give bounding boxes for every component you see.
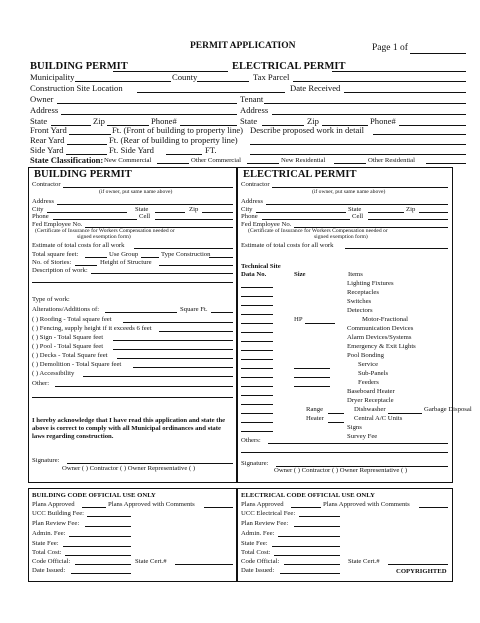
bo-plans-comments-field[interactable]: [204, 507, 233, 508]
b-if-owner-note: (if owner, put same name above): [99, 189, 173, 195]
address-label: Address: [30, 105, 59, 115]
e-lighting-item: Lighting Fixtures: [347, 280, 394, 287]
other-residential-label: Other Residential: [368, 156, 415, 164]
b-city-label: City: [32, 206, 44, 213]
e-switches-qty[interactable]: [241, 305, 273, 306]
page-number-label: Page 1 of: [372, 43, 408, 53]
b-roofing-option[interactable]: ( ) Roofing - Total square feet: [32, 316, 112, 323]
b-estimate-label: Estimate of total costs for all work: [32, 242, 125, 249]
date-received-label: Date Received: [290, 83, 341, 93]
b-contractor-field[interactable]: [63, 187, 233, 188]
date-received-field[interactable]: [344, 92, 466, 93]
e-hp-label: HP: [294, 316, 303, 323]
b-total-sqft-label: Total square feet:: [32, 251, 79, 258]
e-range-qty[interactable]: [241, 413, 273, 414]
b-stories-field[interactable]: [75, 265, 97, 266]
eo-admin-fee-label: Admin. Fee:: [241, 530, 275, 537]
b-phone-field[interactable]: [53, 219, 137, 220]
e-motor-qty[interactable]: [241, 323, 273, 324]
e-zip-field[interactable]: [419, 212, 448, 213]
front-yard-desc: Ft. (Front of building to property line): [112, 125, 244, 135]
e-heater-label: Heater: [306, 415, 324, 422]
side-yard-label: Side Yard: [30, 145, 64, 155]
e-detectors-qty[interactable]: [241, 314, 273, 315]
b-type-of-work-label: Type of work:: [32, 296, 70, 303]
e-data-no-header: Data No.: [241, 271, 267, 278]
b-address-label: Address: [32, 198, 54, 205]
b-cert-note-1: (Certificate of Insurance for Workers Compensation needed or: [35, 228, 175, 234]
municipality-label: Municipality: [30, 72, 75, 82]
bo-total-cost-label: Total Cost:: [32, 549, 62, 556]
e-technical-label: Technical Site: [241, 263, 281, 270]
e-emergency-qty[interactable]: [241, 350, 273, 351]
electrical-permit-section: [237, 167, 472, 483]
e-cert-note-1: (Certificate of Insurance for Workers Compensation needed or: [248, 228, 388, 234]
b-demolition-option[interactable]: ( ) Demolition - Total Square feet: [32, 361, 122, 368]
e-central-ac-item: Central A/C Units: [354, 415, 403, 422]
e-size-header: Size: [294, 271, 306, 278]
other-commercial-label: Other Commercial: [191, 156, 241, 164]
eo-plans-approved-field[interactable]: [291, 507, 321, 508]
e-cell-label: Cell: [352, 213, 364, 220]
e-others-field-1[interactable]: [268, 443, 448, 444]
b-ack-line-1: I hereby acknowledge that I have read this application and state the: [32, 417, 226, 424]
describe-work-field-2[interactable]: [250, 144, 466, 145]
new-residential-field[interactable]: [334, 163, 366, 164]
rear-yard-field[interactable]: [67, 144, 107, 145]
new-commercial-label: New Commercial: [104, 156, 152, 164]
b-height-field[interactable]: [159, 265, 233, 266]
describe-work-field-3[interactable]: [250, 154, 466, 155]
e-if-owner-note: (if owner, put same name above): [312, 189, 386, 195]
e-baseboard-item: Baseboard Heater: [347, 388, 395, 395]
b-city-field[interactable]: [47, 212, 127, 213]
b-description-field-2[interactable]: [32, 282, 233, 283]
b-ack-line-3: laws regarding construction.: [32, 433, 114, 440]
eo-title: ELECTRICAL CODE OFFICIAL USE ONLY: [241, 492, 375, 499]
e-feeders-size[interactable]: [294, 386, 330, 387]
e-alarm-item: Alarm Devices/Systems: [347, 334, 412, 341]
e-signs-item: Signs: [347, 424, 362, 431]
e-alarm-qty[interactable]: [241, 341, 273, 342]
bo-admin-fee-label: Admin. Fee:: [32, 530, 66, 537]
b-other-field-1[interactable]: [55, 386, 233, 387]
e-switches-item: Switches: [347, 298, 372, 305]
new-commercial-field[interactable]: [157, 163, 189, 164]
e-emergency-item: Emergency & Exit Lights: [347, 343, 416, 350]
e-phone-field[interactable]: [262, 219, 350, 220]
b-zip-label: Zip: [189, 206, 199, 213]
zip-label: Zip: [93, 116, 105, 126]
construction-site-field[interactable]: [137, 92, 285, 93]
bo-plans-comments-label: Plans Approved with Comments: [108, 501, 195, 508]
eo-state-cert-field[interactable]: [388, 564, 448, 565]
b-decks-field[interactable]: [117, 358, 233, 359]
bo-plan-review-label: Plan Review Fee:: [32, 520, 80, 527]
bo-code-official-label: Code Official:: [32, 558, 71, 565]
county-label: County: [172, 72, 198, 82]
eo-state-cert-label: State Cert.#: [348, 558, 380, 565]
e-city-label: City: [241, 206, 253, 213]
b-address-field[interactable]: [57, 204, 233, 205]
eo-date-issued-field[interactable]: [280, 573, 340, 574]
b-alterations-field[interactable]: [105, 312, 177, 313]
b-demolition-field[interactable]: [133, 367, 233, 368]
b-state-field[interactable]: [155, 212, 185, 213]
e-survey-fee-item: Survey Fee: [347, 433, 378, 440]
e-owner-role-options[interactable]: Owner ( ) Contractor ( ) Owner Representative ( ): [274, 467, 408, 474]
bo-date-issued-field[interactable]: [71, 573, 131, 574]
tenant-address-label: Address: [240, 105, 269, 115]
e-receptacles-qty[interactable]: [241, 296, 273, 297]
b-type-construction-label: Type Construction: [161, 251, 211, 258]
tenant-field[interactable]: [264, 103, 466, 104]
e-motor-item: Motor-Fractional: [362, 316, 408, 323]
e-estimate-label: Estimate of total costs for all work: [241, 242, 334, 249]
eo-plan-review-field[interactable]: [294, 526, 340, 527]
bo-state-cert-label: State Cert.#: [135, 558, 167, 565]
b-total-sqft-field[interactable]: [85, 257, 107, 258]
b-other-label: Other:: [32, 380, 50, 387]
b-cell-label: Cell: [139, 213, 151, 220]
bo-plan-review-field[interactable]: [85, 526, 131, 527]
electrical-permit-heading: ELECTRICAL PERMIT: [232, 61, 346, 72]
bo-code-official-field[interactable]: [75, 564, 131, 565]
e-garbage-item: Garbage Disposal: [424, 406, 472, 413]
state-class-label: State Classification:: [30, 155, 104, 165]
eo-ucc-fee-field[interactable]: [299, 516, 340, 517]
ft-label: FT.: [205, 145, 217, 155]
b-square-ft-field[interactable]: [211, 312, 233, 313]
e-lighting-qty[interactable]: [241, 287, 273, 288]
copyright-notice: COPYRIGHTED: [396, 568, 447, 575]
bo-ucc-fee-field[interactable]: [87, 516, 131, 517]
e-zip-label: Zip: [406, 206, 416, 213]
e-dryer-qty[interactable]: [241, 404, 273, 405]
eo-total-cost-field[interactable]: [274, 555, 340, 556]
e-subpanels-size[interactable]: [294, 377, 330, 378]
tenant-zip-label: Zip: [307, 116, 319, 126]
page-title: PERMIT APPLICATION: [190, 41, 296, 51]
e-feeders-item: Feeders: [358, 379, 379, 386]
e-heater-qty[interactable]: [241, 422, 273, 423]
e-hp-field[interactable]: [305, 323, 335, 324]
e-phone-label: Phone: [241, 213, 258, 220]
b-use-group-field[interactable]: [141, 257, 159, 258]
b-alterations-label: Alterations/Additions of:: [32, 306, 100, 313]
e-heater-field[interactable]: [328, 422, 344, 423]
e-baseboard-qty[interactable]: [241, 395, 273, 396]
eo-code-official-label: Code Official:: [241, 558, 280, 565]
municipality-field[interactable]: [75, 81, 171, 82]
b-fencing-option[interactable]: ( ) Fencing, supply height if it exceeds 6 feet: [32, 325, 152, 332]
eo-plans-comments-label: Plans Approved with Comments: [323, 501, 410, 508]
eo-state-fee-field[interactable]: [272, 546, 340, 547]
phone-label: Phone#: [151, 116, 177, 126]
b-fencing-field[interactable]: [159, 331, 233, 332]
bo-date-issued-label: Date Issued:: [32, 567, 66, 574]
e-contractor-label: Contractor: [241, 181, 270, 188]
b-state-label: State: [135, 206, 149, 213]
eo-date-issued-label: Date Issued:: [241, 567, 275, 574]
e-service-qty[interactable]: [241, 368, 273, 369]
e-service-item: Service: [358, 361, 379, 368]
e-others-field-2[interactable]: [241, 452, 448, 453]
e-contractor-field[interactable]: [272, 187, 448, 188]
e-comm-qty[interactable]: [241, 332, 273, 333]
electrical-official-section: [237, 488, 453, 582]
e-detectors-item: Detectors: [347, 307, 373, 314]
b-contractor-label: Contractor: [32, 181, 61, 188]
tenant-phone-field[interactable]: [399, 125, 466, 126]
b-ack-line-2: above is correct to comply with all Municipal ordinances and state: [32, 425, 221, 432]
building-official-section: [28, 488, 237, 582]
e-range-label: Range: [306, 406, 324, 413]
tenant-address-field[interactable]: [272, 114, 466, 115]
b-cert-note-2: signed exemption form): [77, 234, 131, 240]
tax-parcel-label: Tax Parcel: [253, 72, 290, 82]
electrical-section-title: ELECTRICAL PERMIT: [243, 169, 357, 180]
building-permit-section: [28, 167, 237, 483]
e-address-field[interactable]: [266, 204, 448, 205]
e-items-header: Items: [348, 271, 363, 278]
bo-plans-approved-label: Plans Approved: [32, 501, 75, 508]
e-subpanels-item: Sub-Panels: [358, 370, 389, 377]
eo-plan-review-label: Plan Review Fee:: [241, 520, 289, 527]
bo-state-fee-field[interactable]: [63, 546, 131, 547]
e-cell-field[interactable]: [368, 219, 448, 220]
b-owner-role-options[interactable]: Owner ( ) Contractor ( ) Owner Representative ( ): [62, 465, 196, 472]
e-feeders-qty[interactable]: [241, 386, 273, 387]
e-address-label: Address: [241, 198, 263, 205]
e-cert-note-2: signed exemption form): [314, 234, 368, 240]
e-estimate-field[interactable]: [345, 248, 448, 249]
e-comm-item: Communication Devices: [347, 325, 414, 332]
b-stories-label: No. of Stories:: [32, 259, 72, 266]
b-type-construction-field[interactable]: [209, 257, 233, 258]
bo-total-cost-field[interactable]: [65, 555, 131, 556]
b-decks-option[interactable]: ( ) Decks - Total Square feet: [32, 352, 108, 359]
building-permit-field[interactable]: [113, 71, 228, 72]
b-other-field-2[interactable]: [32, 397, 233, 398]
e-pool-item: Pool Bonding: [347, 352, 384, 359]
e-service-size[interactable]: [294, 368, 330, 369]
page-total-field[interactable]: [410, 53, 466, 54]
e-state-label: State: [348, 206, 362, 213]
e-signs-qty[interactable]: [241, 431, 273, 432]
bo-admin-fee-field[interactable]: [69, 536, 131, 537]
e-dishwasher-item: Dishwasher: [354, 406, 386, 413]
tax-parcel-field[interactable]: [293, 81, 466, 82]
b-signature-field[interactable]: [67, 463, 233, 464]
eo-admin-fee-field[interactable]: [278, 536, 340, 537]
side-yard-ft-field[interactable]: [166, 154, 202, 155]
e-pool-qty[interactable]: [241, 359, 273, 360]
b-phone-label: Phone: [32, 213, 49, 220]
b-accessibility-option[interactable]: ( ) Accessibility: [32, 370, 75, 377]
b-zip-field[interactable]: [202, 212, 233, 213]
side-yard-desc: Ft. Side Yard: [109, 145, 154, 155]
eo-plans-comments-field[interactable]: [419, 507, 448, 508]
tenant-phone-label: Phone#: [370, 116, 396, 126]
front-yard-label: Front Yard: [30, 125, 67, 135]
b-description-field-1[interactable]: [91, 273, 233, 274]
b-fed-label: Fed Employee No.: [32, 221, 83, 228]
owner-label: Owner: [30, 94, 54, 104]
e-city-field[interactable]: [256, 212, 346, 213]
eo-code-official-field[interactable]: [284, 564, 340, 565]
b-sign-option[interactable]: ( ) Sign - Total Square feet: [32, 334, 104, 341]
b-square-ft-label: Square Ft.: [180, 306, 208, 313]
bo-ucc-fee-label: UCC Building Fee:: [32, 510, 85, 517]
b-cell-field[interactable]: [155, 219, 233, 220]
bo-state-cert-field[interactable]: [175, 564, 233, 565]
b-use-group-label: Use Group: [109, 251, 139, 258]
construction-site-label: Construction Site Location: [30, 83, 123, 93]
e-dryer-item: Dryer Receptacle: [347, 397, 394, 404]
electrical-permit-field[interactable]: [332, 71, 466, 72]
e-others-label: Others:: [241, 437, 261, 444]
tenant-state-label: State: [240, 116, 258, 126]
front-yard-field[interactable]: [69, 134, 111, 135]
other-commercial-field[interactable]: [247, 163, 279, 164]
eo-state-fee-label: State Fee:: [241, 540, 268, 547]
describe-work-field-1[interactable]: [373, 134, 466, 135]
e-fed-label: Fed Employee No.: [241, 221, 292, 228]
bo-title: BUILDING CODE OFFICIAL USE ONLY: [32, 492, 156, 499]
building-permit-heading: BUILDING PERMIT: [30, 61, 128, 72]
building-section-title: BUILDING PERMIT: [34, 169, 132, 180]
e-dishwasher-field[interactable]: [388, 413, 422, 414]
state-label: State: [30, 116, 48, 126]
bo-state-fee-label: State Fee:: [32, 540, 59, 547]
owner-field[interactable]: [57, 103, 237, 104]
b-height-label: Height of Structure: [100, 259, 152, 266]
bo-plans-approved-field[interactable]: [82, 507, 106, 508]
b-accessibility-field[interactable]: [83, 376, 233, 377]
new-residential-label: New Residential: [281, 156, 326, 164]
address-field[interactable]: [61, 114, 237, 115]
b-pool-field[interactable]: [113, 349, 233, 350]
other-residential-field[interactable]: [426, 163, 466, 164]
e-receptacles-item: Receptacles: [347, 289, 379, 296]
e-state-field[interactable]: [368, 212, 404, 213]
b-description-label: Description of work:: [32, 267, 88, 274]
tenant-label: Tenant: [240, 94, 264, 104]
eo-plans-approved-label: Plans Approved: [241, 501, 284, 508]
county-field[interactable]: [197, 81, 249, 82]
b-signature-label: Signature:: [32, 457, 60, 464]
describe-work-label: Describe proposed work in detail: [250, 125, 365, 135]
eo-total-cost-label: Total Cost:: [241, 549, 271, 556]
b-sign-field[interactable]: [113, 340, 233, 341]
e-subpanels-qty[interactable]: [241, 377, 273, 378]
rear-yard-desc: Ft. (Rear of building to property line): [109, 135, 238, 145]
eo-ucc-fee-label: UCC Electrical Fee:: [241, 510, 296, 517]
b-pool-option[interactable]: ( ) Pool - Total Square feet: [32, 343, 104, 350]
e-range-field[interactable]: [328, 413, 344, 414]
e-signature-label: Signature:: [241, 460, 269, 467]
b-estimate-field[interactable]: [134, 248, 233, 249]
b-roofing-field[interactable]: [123, 322, 233, 323]
rear-yard-label: Rear Yard: [30, 135, 65, 145]
